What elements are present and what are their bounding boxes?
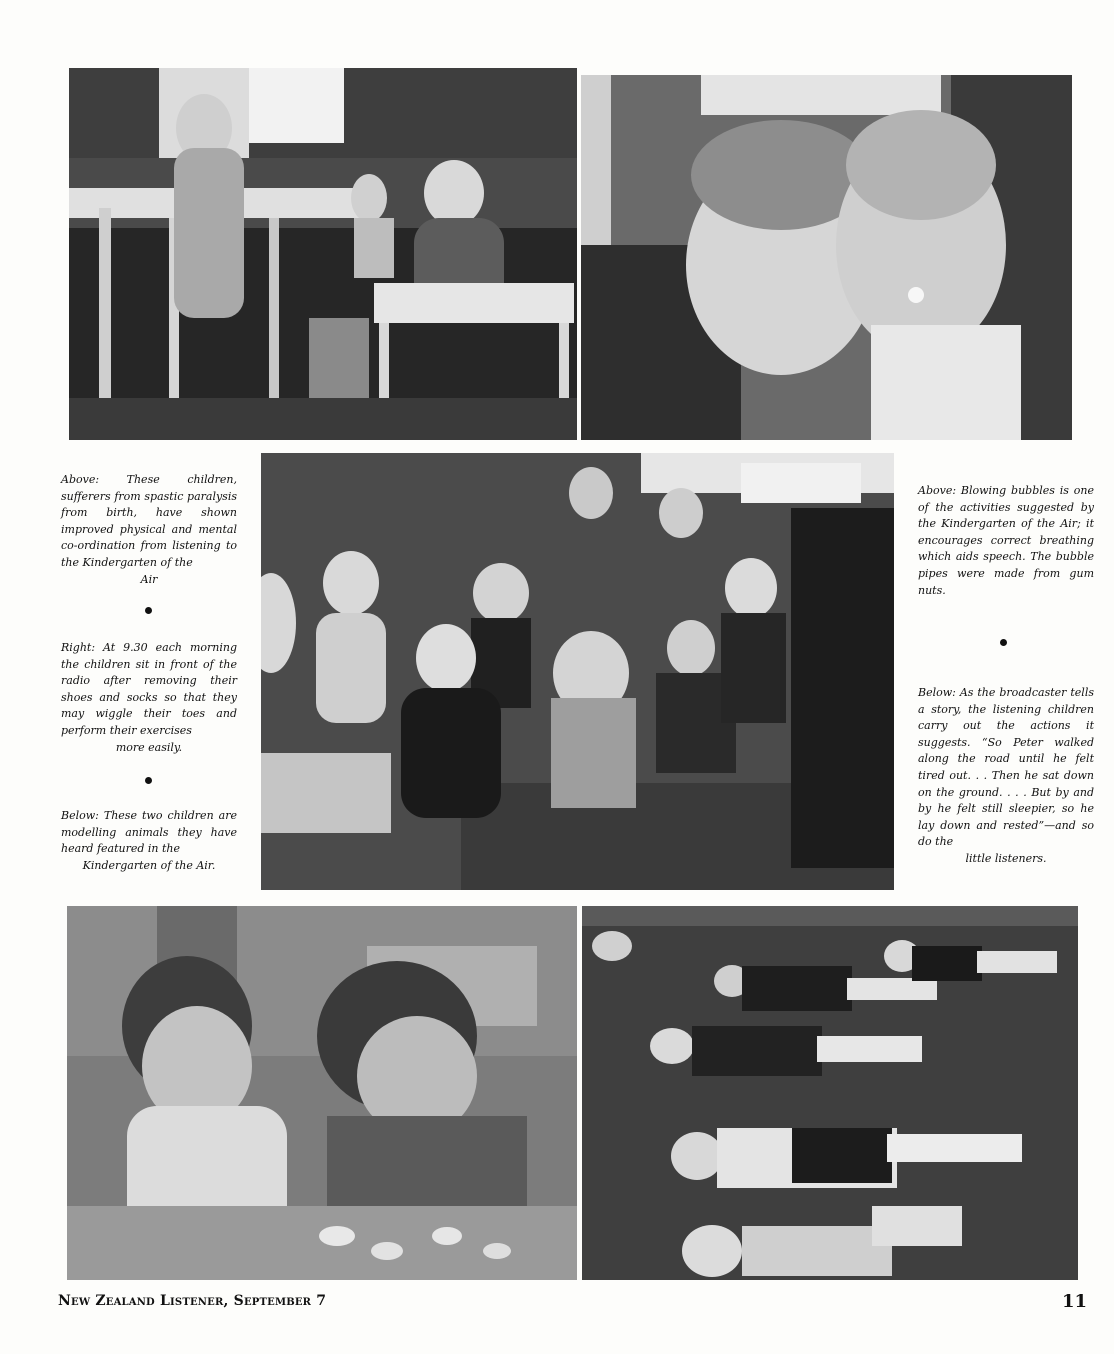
photo-blowing-bubbles (581, 75, 1072, 440)
caption-separator (1000, 639, 1007, 646)
caption-body: Right: At 9.30 each morning the children sit in front of the radio after removing their shoes and socks so that they may wiggle their toes and perform their exercises (61, 641, 237, 737)
caption-last-line: Kindergarten of the Air. (82, 858, 216, 872)
photo-children-at-radio (261, 453, 894, 890)
caption-modelling-animals (61, 808, 237, 874)
page-number: 11 (1062, 1291, 1088, 1312)
caption-last-line: more easily. (115, 740, 183, 754)
caption-body: Above: These children, sufferers from spastic paralysis from birth, have shown improved physical and mental co-ordination from listening to the Kindergarten of the (61, 473, 237, 569)
caption-body: Below: These two children are modelling animals they have heard featured in the (61, 809, 237, 856)
caption-last-line: little listeners. (965, 851, 1047, 865)
photo-children-at-tables (69, 68, 577, 440)
photo-modelling-animals (67, 906, 577, 1280)
caption-last-line: Air (140, 572, 158, 586)
caption-spastic-paralysis (61, 472, 237, 588)
caption-blowing-bubbles (918, 483, 1094, 599)
caption-body: Above: Blowing bubbles is one of the activities suggested by the Kindergarten of the Air; it encourages correct breathing which aids speech. The bubble pipes were made from gum nuts. (918, 484, 1094, 597)
caption-broadcaster-story (918, 685, 1094, 868)
caption-separator (145, 777, 152, 784)
caption-body: Below: As the broadcaster tells a story, the listening children carry out the actions it suggests. “So Peter walked along the road until he felt tired out. . . Then he sat down on the ground. . . . But by and by he felt still sleepier, so he lay down and rested”—and so do the (918, 686, 1094, 849)
caption-radio-exercises (61, 640, 237, 756)
photo-children-lying-down (582, 906, 1078, 1280)
publication-footer: New Zealand Listener, September 7 (58, 1293, 327, 1309)
caption-separator (145, 607, 152, 614)
